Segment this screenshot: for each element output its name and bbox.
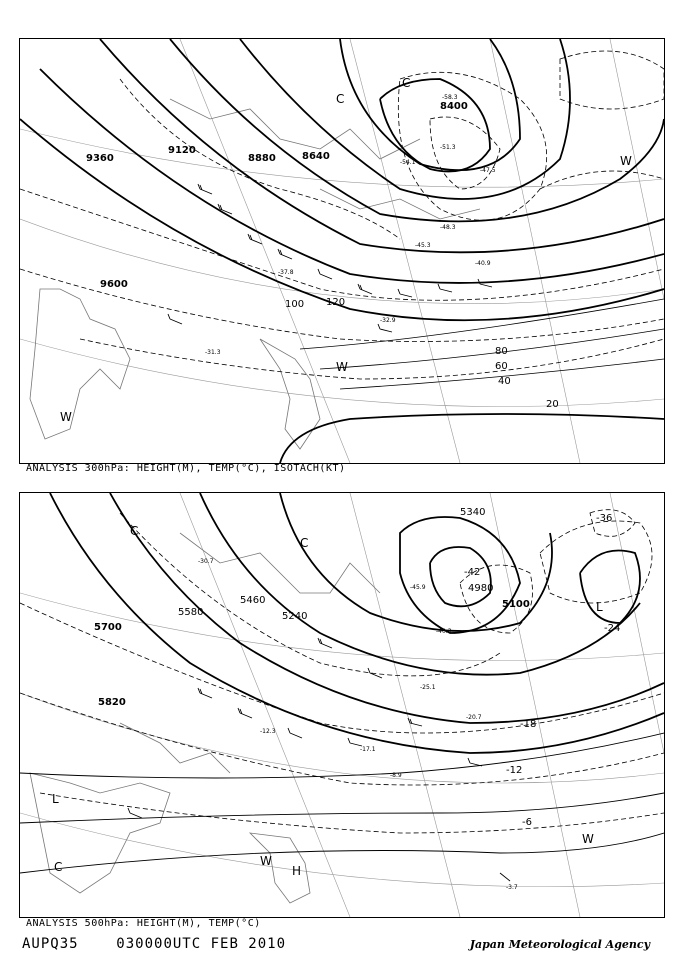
isotach-label: 40 [498,376,511,387]
temp-label: -48.3 [440,224,456,231]
temp-label: -40.3 [436,628,452,635]
height-label: 9600 [100,279,128,290]
isotach-label: 20 [546,399,559,410]
temp-label: -58.3 [442,94,458,101]
height-label: 5820 [98,697,126,708]
wind-barbs [168,184,492,332]
temp-contour-label: -36 [596,513,613,524]
temp-label: -40.9 [475,260,491,267]
temp-label: -8.9 [390,772,402,779]
temp-contour-label: -12 [506,765,523,776]
temp-contour-label: -24 [604,623,621,634]
warm-marker: W [620,154,632,168]
chart-code: AUPQ35 [22,936,79,952]
height-label: 9120 [168,145,196,156]
temp-label: -45.3 [415,242,431,249]
warm-marker: W [260,854,272,868]
temp-label: -32.9 [380,317,396,324]
cold-marker: C [300,536,309,550]
temp-contours [20,510,664,833]
coastline [30,533,380,903]
temp-contour-label: -18 [520,719,537,730]
height-label: 8880 [248,153,276,164]
height-label: 8400 [440,101,468,112]
height-label: 5460 [240,595,266,606]
temp-label: -25.1 [420,684,436,691]
map-300hpa [20,39,664,463]
coastline [30,99,480,449]
isotach-label: 60 [495,361,508,372]
temp-contour-label: -42 [464,567,481,578]
temp-label: -31.3 [205,349,221,356]
temp-contour-label: -6 [522,817,532,828]
caption-500hpa: ANALYSIS 500hPa: HEIGHT(M), TEMP(°C) [26,918,261,929]
temp-label: -47.5 [480,167,496,174]
height-label: 5100 [502,599,530,610]
height-label: 8640 [302,151,330,162]
temp-label: -51.3 [440,144,456,151]
agency-name: Japan Meteorological Agency [469,938,650,951]
temp-label: -30.7 [198,558,214,565]
caption-300hpa: ANALYSIS 300hPa: HEIGHT(M), TEMP(°C), ISOTACH(KT) [26,463,346,474]
cold-marker: C [54,860,63,874]
high-marker: H [292,864,302,878]
valid-time: 030000UTC FEB 2010 [116,936,287,952]
temp-label: -20.7 [466,714,482,721]
cold-marker: C [130,524,139,538]
isotach-lines [300,299,664,389]
isotach-label: 120 [326,297,346,308]
low-marker: L [596,600,603,614]
cold-marker: C [402,76,411,90]
height-label: 5340 [460,507,486,518]
height-label: 5580 [178,607,204,618]
warm-marker: W [60,410,72,424]
chart-id-and-time [22,936,286,952]
temp-label: -45.9 [410,584,426,591]
temp-label: -37.8 [278,269,294,276]
temp-label: -12.3 [260,728,276,735]
height-label: 5700 [94,622,122,633]
height-label: 4980 [468,583,494,594]
chart-500hpa [19,492,665,918]
height-label: 9360 [86,153,114,164]
chart-300hpa [19,38,665,464]
map-500hpa [20,493,664,917]
height-label: 5240 [282,611,308,622]
temp-label: -17.1 [360,746,376,753]
temp-label: -54.1 [400,159,416,166]
isotach-label: 80 [495,346,508,357]
isotach-label: 100 [285,299,305,310]
low-marker: L [52,792,59,806]
lower-contours [20,733,664,873]
warm-marker: W [336,360,348,374]
temp-label: -3.7 [506,884,518,891]
warm-marker: W [582,832,594,846]
cold-marker: C [336,92,345,106]
